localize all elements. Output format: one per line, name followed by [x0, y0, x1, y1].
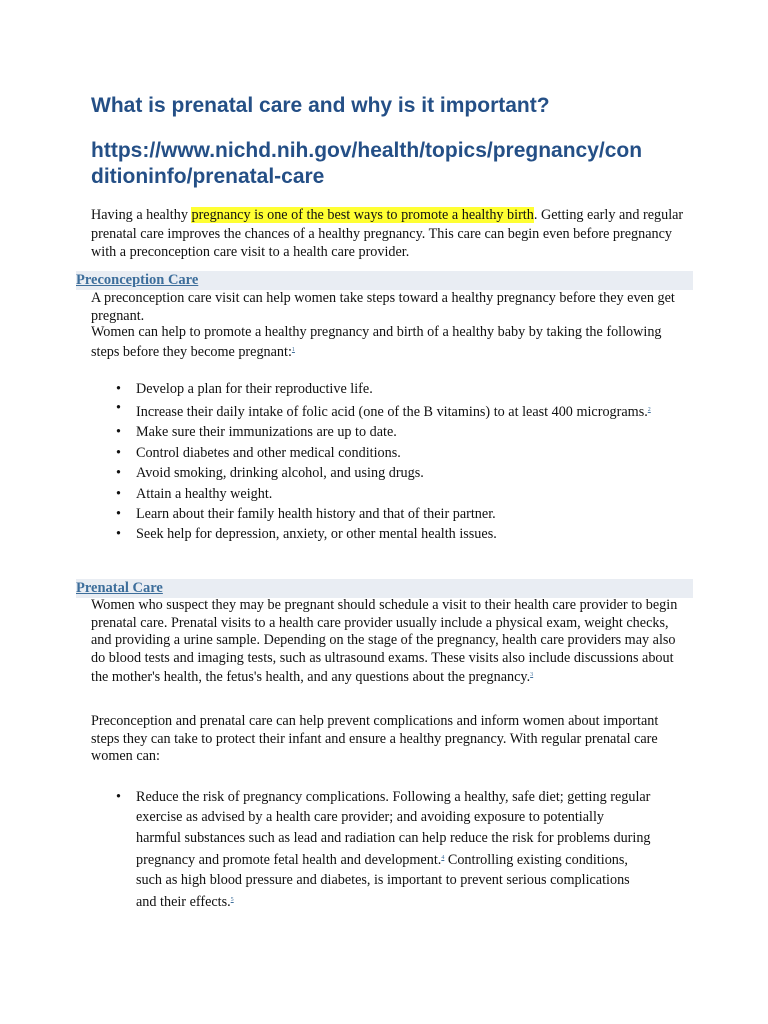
- section-bar-prenatal: [76, 579, 693, 598]
- highlighted-text: pregnancy is one of the best ways to promote a healthy birth: [191, 207, 534, 223]
- list-item: • Attain a healthy weight.: [91, 484, 651, 504]
- list-item: • Develop a plan for their reproductive life.: [91, 379, 651, 399]
- list-item: • Avoid smoking, drinking alcohol, and using drugs.: [91, 463, 651, 483]
- list-item: • Control diabetes and other medical conditions.: [91, 443, 651, 463]
- prenatal-paragraph-1: [91, 597, 689, 687]
- source-url-line-2[interactable]: ditioninfo/prenatal-care: [91, 165, 325, 188]
- footnote-ref[interactable]: 1: [291, 346, 295, 353]
- list-item: [91, 787, 651, 913]
- bullet-text-part-2: Controlling existing conditions, such as high blood pressure and diabetes, is important to prevent serious complications and their effects.: [136, 851, 630, 911]
- footnote-ref[interactable]: 2: [647, 407, 651, 414]
- list-item: • Make sure their immunizations are up to date.: [91, 422, 651, 442]
- source-url-line-1[interactable]: https://www.nichd.nih.gov/health/topics/pregnancy/con: [91, 139, 643, 162]
- list-item: • Increase their daily intake of folic acid (one of the B vitamins) to at least 400 micrograms.$^2$: [91, 399, 651, 422]
- intro-paragraph: [91, 206, 691, 262]
- page-title: What is prenatal care and why is it important?: [91, 94, 550, 117]
- section-heading-prenatal[interactable]: Prenatal Care: [76, 580, 163, 596]
- prenatal-benefits-list: [91, 787, 651, 913]
- list-item: • Seek help for depression, anxiety, or other mental health issues.: [91, 524, 651, 544]
- preconception-steps-list: [91, 379, 651, 545]
- prenatal-paragraph-1-text: Women who suspect they may be pregnant should schedule a visit to their health care provider to begin prenatal care. Prenatal visits to a health care provider usually include a physical exam, weight checks, and providing a urine sample. Depending on the stage of the pregnancy, health care providers may also do blood tests and imaging tests, such as ultrasound exams. These visits also include discussions about the mother's health, the fetus's health, and any questions about the pregnancy.: [91, 597, 678, 686]
- preconception-paragraph-1: A preconception care visit can help women take steps toward a healthy pregnancy before they even get pregnant.: [91, 290, 675, 324]
- preconception-paragraph-2-text: Women can help to promote a healthy pregnancy and birth of a healthy baby by taking the following steps before they become pregnant:: [91, 324, 662, 360]
- footnote-ref[interactable]: 4: [441, 854, 445, 861]
- bullet-text-part-1: Reduce the risk of pregnancy complications. Following a healthy, safe diet; getting regular exercise as advised by a health care provider; and avoiding exposure to potentially harmful substances such as lead and radiation can help reduce the risk for problems during pregnancy and promote fetal health and development.: [136, 789, 651, 868]
- intro-text-start: Having a healthy: [91, 207, 192, 223]
- section-heading-preconception[interactable]: Preconception Care: [76, 272, 199, 288]
- prenatal-paragraph-2: Preconception and prenatal care can help prevent complications and inform women about important steps they can take to protect their infant and ensure a healthy pregnancy. With regular prenatal care women can:: [91, 713, 659, 765]
- footnote-ref[interactable]: 5: [230, 897, 234, 904]
- list-item: • Learn about their family health history and that of their partner.: [91, 504, 651, 524]
- footnote-ref[interactable]: 3: [530, 672, 534, 679]
- source-url[interactable]: [91, 138, 711, 190]
- preconception-paragraph-2: [91, 324, 689, 361]
- intro-text-end: . Getting early and regular prenatal care improves the chances of a healthy pregnancy. This care can begin even before pregnancy with a preconception care visit to a health care provider.: [91, 207, 684, 260]
